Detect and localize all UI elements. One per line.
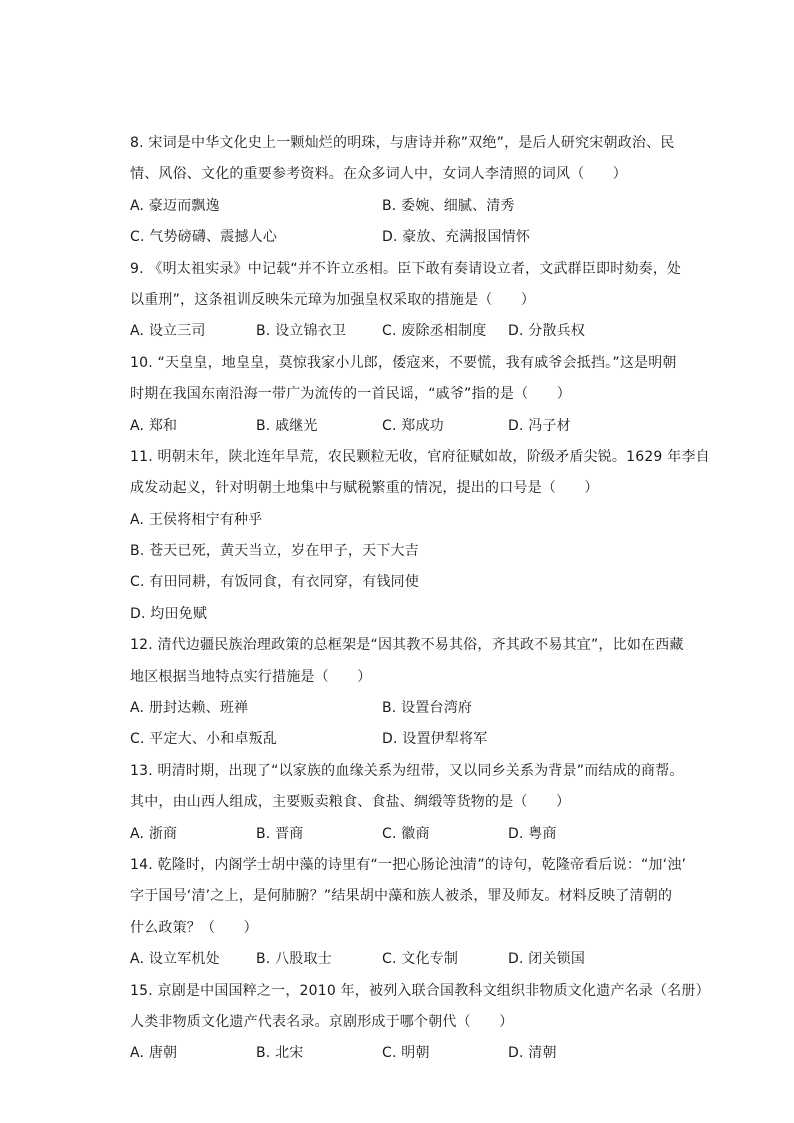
- options-row: [130, 819, 700, 850]
- answer-option: C. 废除丞相制度: [382, 323, 487, 340]
- answer-option: A. 唐朝: [130, 1045, 178, 1062]
- question-item: [130, 442, 710, 630]
- question-stem-line: 14. 乾隆时，内阁学士胡中藻的诗里有“一把心肠论浊清”的诗句，乾隆帝看后说：“加‘浊’: [130, 856, 687, 873]
- options-row: [130, 567, 700, 598]
- question-stem-line: 成发动起义，针对明朝土地集中与赋税繁重的情况，提出的口号是（ ）: [130, 480, 599, 497]
- question-stem-line: 情、风俗、文化的重要参考资料。在众多词人中，女词人李清照的词风（ ）: [130, 166, 627, 183]
- answer-option: B. 委婉、细腻、清秀: [382, 197, 515, 214]
- question-item: [130, 128, 700, 254]
- question-stem-line: 以重刑”，这条祖训反映朱元璋为加强皇权采取的措施是（ ）: [130, 291, 536, 308]
- question-item: [130, 850, 700, 976]
- answer-option: C. 徽商: [382, 825, 430, 842]
- question-item: [130, 254, 700, 348]
- question-stem-line: 9. 《明太祖实录》中记载“并不许立丞相。臣下敢有奏请设立者，文武群臣即时劾奏，处: [130, 260, 682, 277]
- answer-option: D. 豪放、充满报国情怀: [382, 229, 531, 246]
- options-row: [130, 724, 700, 755]
- answer-option: C. 有田同耕，有饭同食，有衣同穿，有钱同使: [130, 574, 420, 591]
- answer-option: D. 清朝: [508, 1045, 557, 1062]
- answer-option: A. 浙商: [130, 825, 178, 842]
- question-stem-line: 8. 宋词是中华文化史上一颗灿烂的明珠，与唐诗并称”双绝”，是后人研究宋朝政治、民: [130, 135, 675, 151]
- answer-option: A. 设立三司: [130, 323, 206, 340]
- answer-option: D. 均田免赋: [130, 605, 208, 622]
- options-row: [130, 316, 700, 347]
- answer-option: D. 粤商: [508, 825, 557, 842]
- question-stem-line: 时期在我国东南沿海一带广为流传的一首民谣，“戚爷”指的是（ ）: [130, 386, 571, 403]
- question-stem-line: 13. 明清时期，出现了“以家族的血缘关系为纽带，又以同乡关系为背景”而结成的商帮。: [130, 762, 684, 779]
- question-stem-line: 15. 京剧是中国国粹之一，2010 年，被列入联合国教科文组织非物质文化遗产名录（名册）: [130, 982, 710, 999]
- answer-option: D. 分散兵权: [508, 323, 586, 340]
- answer-option: C. 平定大、小和卓叛乱: [130, 731, 278, 748]
- answer-option: A. 王侯将相宁有种乎: [130, 511, 263, 528]
- answer-option: A. 豪迈而飘逸: [130, 197, 220, 214]
- answer-option: A. 郑和: [130, 417, 178, 434]
- answer-option: C. 郑成功: [382, 417, 444, 434]
- answer-option: B. 设立锦衣卫: [256, 323, 347, 340]
- answer-option: D. 冯子材: [508, 417, 571, 434]
- answer-option: B. 八股取士: [256, 951, 332, 968]
- question-item: [130, 348, 700, 442]
- options-row: [130, 599, 700, 630]
- answer-option: B. 苍天已死，黄天当立，岁在甲子，天下大吉: [130, 543, 419, 560]
- options-row: [130, 536, 700, 567]
- answer-option: C. 气势磅礴、震撼人心: [130, 229, 278, 246]
- question-stem-line: 12. 清代边疆民族治理政策的总框架是“因其教不易其俗，齐其政不易其宜”，比如在西藏: [130, 637, 684, 654]
- answer-option: B. 戚继光: [256, 417, 318, 434]
- question-stem-line: 11. 明朝末年，陕北连年旱荒，农民颗粒无收，官府征赋如故，阶级矛盾尖锐。1629 年李自: [130, 448, 710, 465]
- options-row: [130, 1038, 700, 1069]
- answer-option: D. 闭关锁国: [508, 951, 586, 968]
- options-row: [130, 693, 700, 724]
- question-stem-line: 字于国号‘清’之上，是何肺腑？”结果胡中藻和族人被杀，罪及师友。材料反映了清朝的: [130, 888, 673, 905]
- answer-option: C. 文化专制: [382, 951, 459, 968]
- question-list: [130, 128, 710, 1070]
- question-stem-line: 人类非物质文化遗产代表名录。京剧形成于哪个朝代（ ）: [130, 1013, 514, 1030]
- question-stem-line: 10. “天皇皇，地皇皇，莫惊我家小儿郎，倭寇来，不要慌，我有戚爷会抵挡。”这是明朝: [130, 354, 677, 371]
- options-row: [130, 411, 700, 442]
- options-row: [130, 944, 700, 975]
- answer-option: B. 北宋: [256, 1045, 304, 1062]
- answer-option: A. 册封达赖、班禅: [130, 700, 249, 717]
- question-item: [130, 630, 700, 756]
- question-item: [130, 976, 710, 1070]
- options-row: [130, 191, 700, 222]
- answer-option: B. 设置台湾府: [382, 700, 473, 717]
- answer-option: B. 晋商: [256, 825, 304, 842]
- question-stem-line: 地区根据当地特点实行措施是（ ）: [130, 668, 372, 685]
- answer-option: A. 设立军机处: [130, 951, 220, 968]
- question-stem-line: 什么政策？（ ）: [130, 919, 258, 936]
- question-stem-line: 其中，由山西人组成，主要贩卖粮食、食盐、绸缎等货物的是（ ）: [130, 794, 571, 811]
- options-row: [130, 505, 700, 536]
- question-item: [130, 756, 700, 850]
- answer-option: C. 明朝: [382, 1045, 430, 1062]
- options-row: [130, 222, 700, 253]
- answer-option: D. 设置伊犁将军: [382, 731, 488, 748]
